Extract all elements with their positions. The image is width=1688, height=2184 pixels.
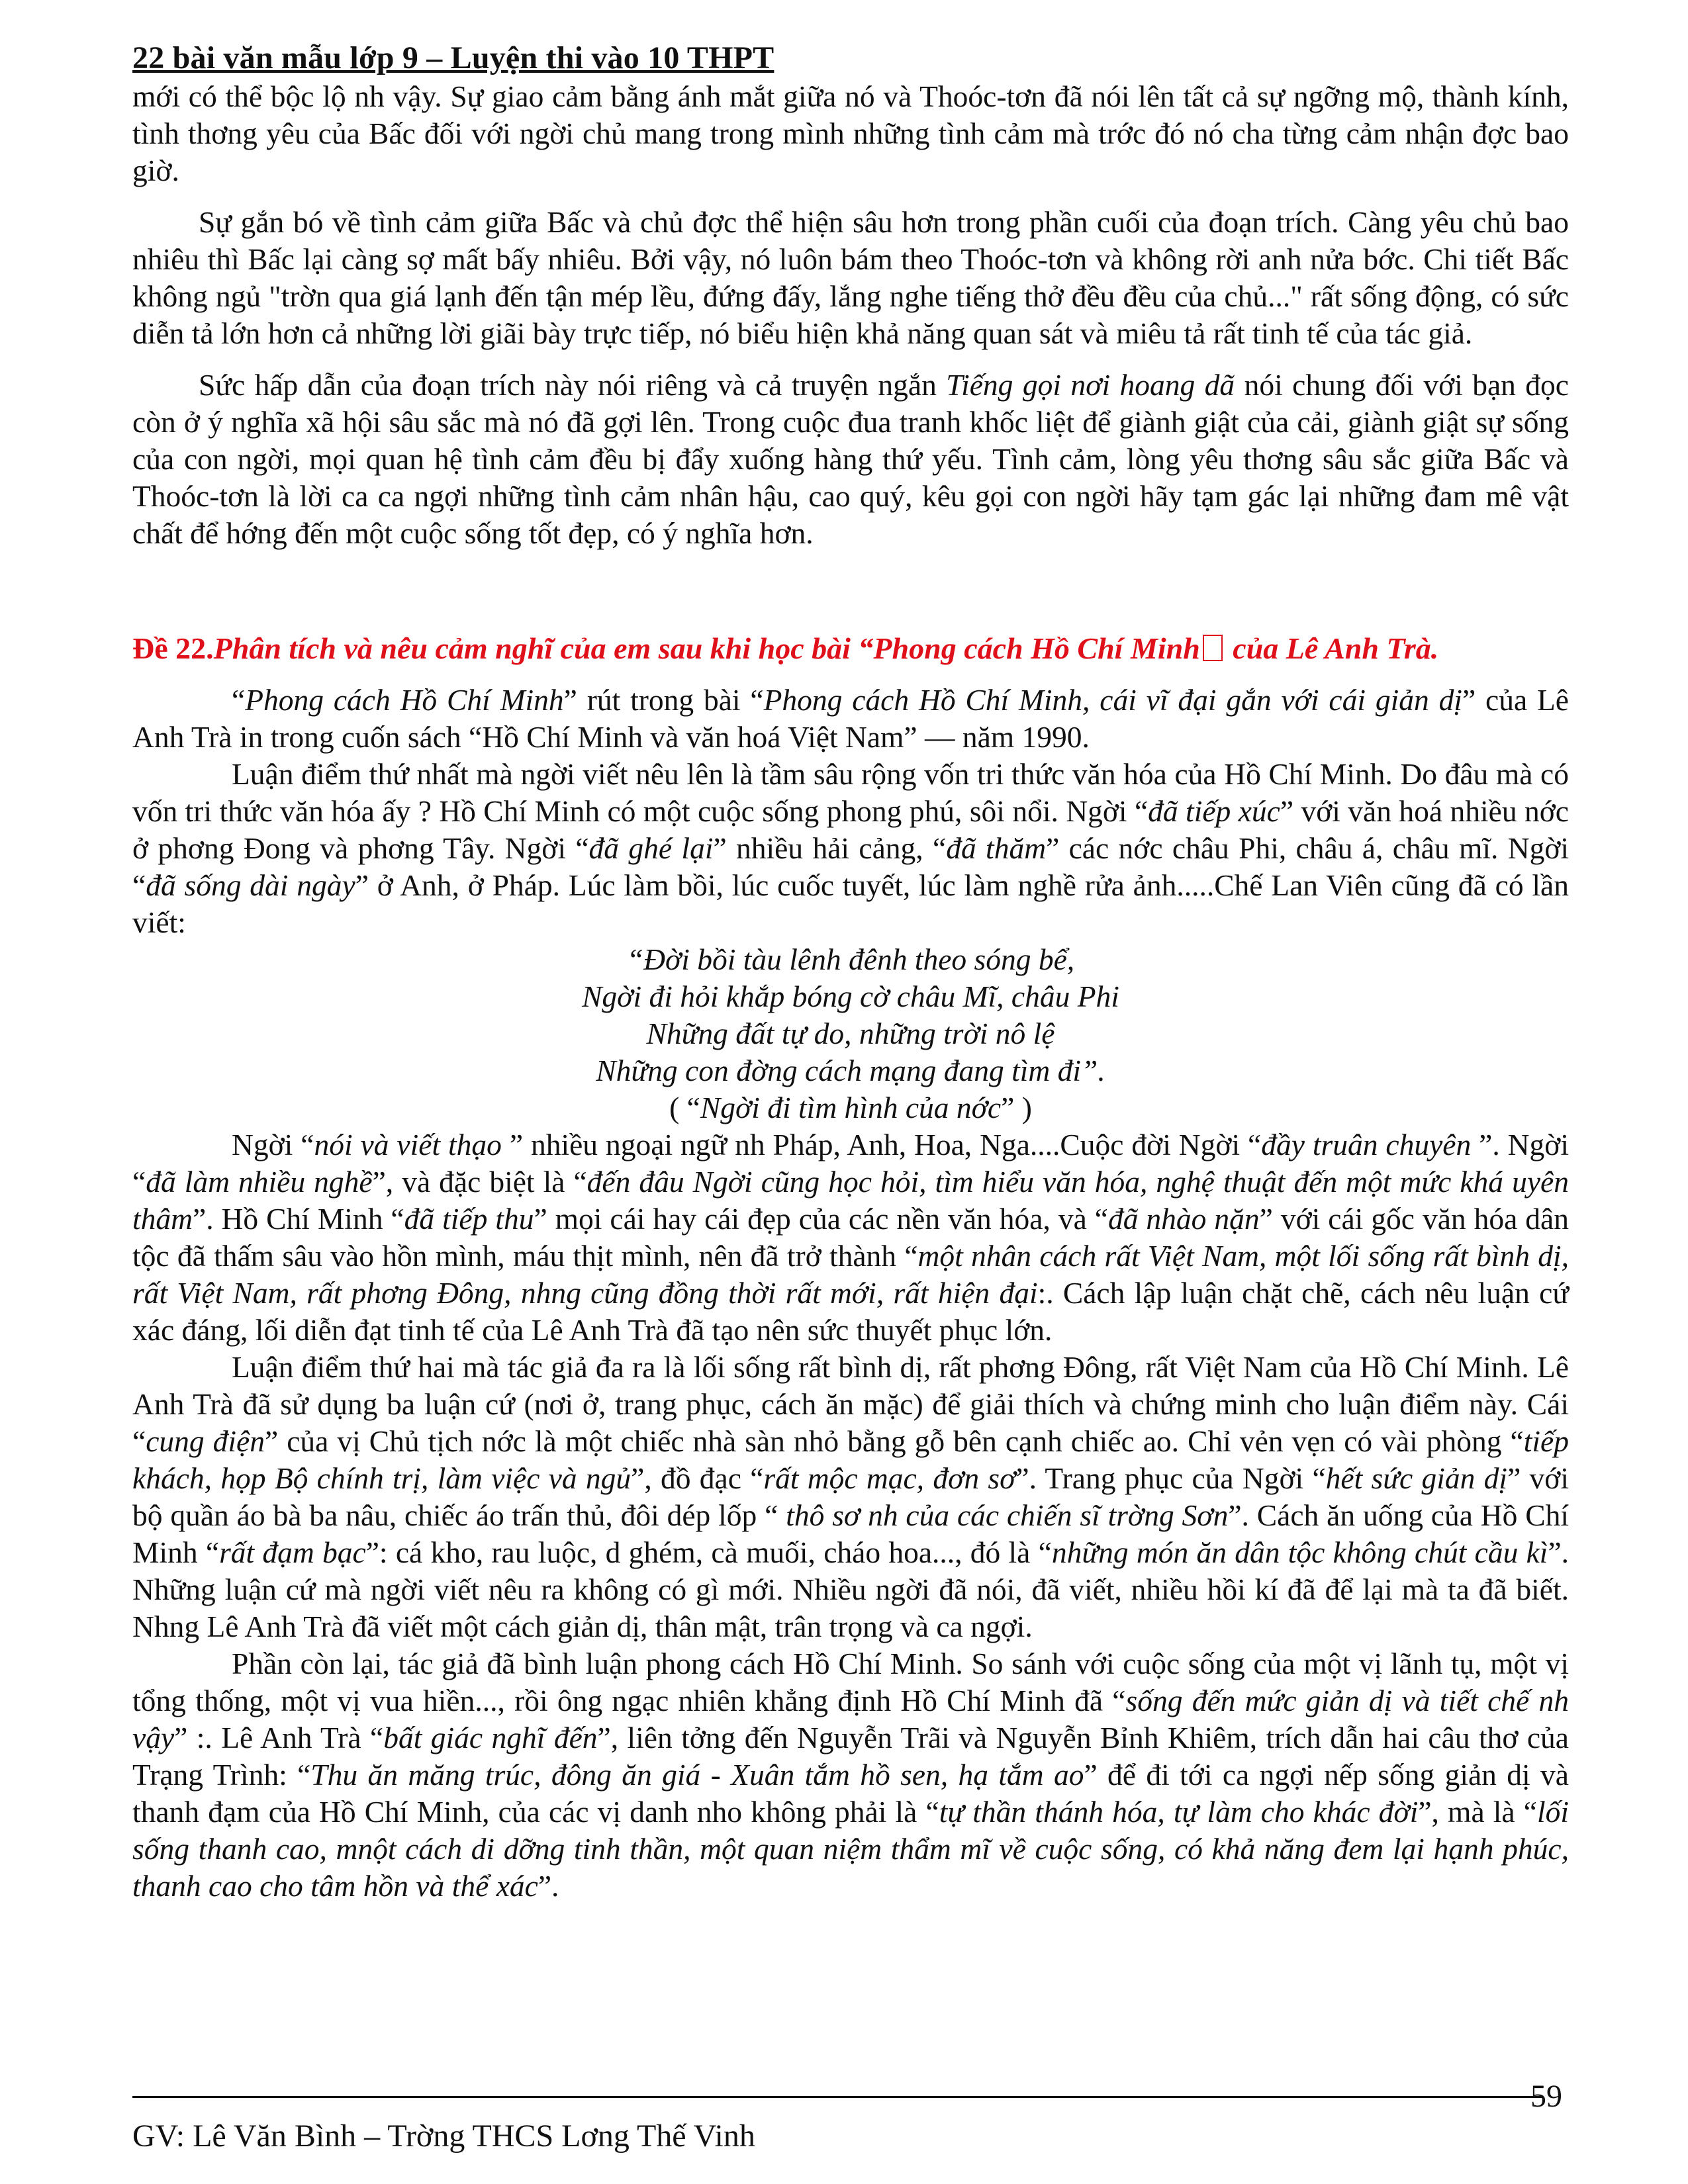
footer-author: GV: Lê Văn Bình – Trờng THCS Lơng Thế Vinh [132,2118,755,2154]
exercise-author: của Lê Anh Trà. [1225,631,1439,665]
document-body [132,78,1569,1905]
paragraph-attachment: Sự gắn bó về tình cảm giữa Bấc và chủ đợc thể hiện sâu hơn trong phần cuối của đoạn trích. Càng yêu chủ bao nhiêu thì Bấc lại càng sợ mất bấy nhiêu. Bởi vậy, nó luôn bám theo Thoóc-tơn và không rời anh nửa bớc. Chi tiết Bấc không ngủ "trờn qua giá lạnh đến tận mép lều, đứng đấy, lắng nghe tiếng thở đều đều của chủ..." rất sống động, có sức diễn tả lớn hơn cả những lời giãi bày trực tiếp, nó biểu hiện khả năng quan sát và miêu tả rất tinh tế của tác giả. [132,205,1569,350]
exercise-title: Phân tích và nêu cảm nghĩ của em sau khi học bài “Phong cách Hồ Chí Minh [213,631,1200,665]
exercise-label: Đề 22. [132,631,214,665]
paragraph-first-argument: Luận điểm thứ nhất mà ngời viết nêu lên là tầm sâu rộng vốn tri thức văn hóa của Hồ Chí Minh. Do đâu mà có vốn tri thức văn hóa ấy ? Hồ Chí Minh có một cuộc sống phong phú, sôi nổi. Ngời “đã tiếp xúc” với văn hoá nhiều nớc ở phơng Đong và phơng Tây. Ngời “đã ghé lại” nhiều hải cảng, “đã thăm” các nớc châu Phi, châu á, châu mĩ. Ngời “đã sống dài ngày” ở Anh, ở Pháp. Lúc làm bồi, lúc cuốc tuyết, lúc làm nghề rửa ảnh.....Chế Lan Viên cũng đã có lần viết: [132,757,1570,939]
poem-line: “Đời bồi tàu lênh đênh theo sóng bể, [626,942,1075,976]
missing-glyph-box [1203,635,1223,661]
paragraph-continuation: mới có thể bộc lộ nh vậy. Sự giao cảm bằng ánh mắt giữa nó và Thoóc-tơn đã nói lên tất cả sự ngỡng mộ, thành kính, tình thơng yêu của Bấc đối với ngời chủ mang trong mình những tình cảm mà trớc đó nó cha từng cảm nhận đợc bao giờ. [132,79,1569,187]
exercise-heading [132,630,1569,667]
poem-source: ( “Ngời đi tìm hình của nớc” ) [669,1091,1032,1124]
poem-line: Những đất tự do, những trời nô lệ [646,1017,1055,1050]
paragraph-social-meaning: Sức hấp dẫn của đoạn trích này nói riêng và cả truyện ngắn Tiếng gọi nơi hoang dã nói chung đối với bạn đọc còn ở ý nghĩa xã hội sâu sắc mà nó đã gợi lên. Trong cuộc đua tranh khốc liệt để giành giật của cải, giành giật sự sống của con ngời, mọi quan hệ tình cảm đều bị đẩy xuống hàng thứ yếu. Tình cảm, lòng yêu thơng sâu sắc giữa Bấc và Thoóc-tơn là lời ca ca ngợi những tình cảm nhân hậu, cao quý, kêu gọi con ngời hãy tạm gác lại những đam mê vật chất để hớng đến một cuộc sống tốt đẹp, có ý nghĩa hơn. [132,368,1569,550]
page-header-title: 22 bài văn mẫu lớp 9 – Luyện thi vào 10 THPT [132,40,774,75]
poem-line: Ngời đi hỏi khắp bóng cờ châu Mĩ, châu Phi [582,979,1119,1013]
paragraph-second-argument: Luận điểm thứ hai mà tác giả đa ra là lối sống rất bình dị, rất phơng Đông, rất Việt Nam của Hồ Chí Minh. Lê Anh Trà đã sử dụng ba luận cứ (nơi ở, trang phục, cách ăn mặc) để giải thích và chứng minh cho luận điểm này. Cái “cung điện” của vị Chủ tịch nớc là một chiếc nhà sàn nhỏ bằng gỗ bên cạnh chiếc ao. Chỉ vẻn vẹn có vài phòng “tiếp khách, họp Bộ chính trị, làm việc và ngủ”, đồ đạc “rất mộc mạc, đơn sơ”. Trang phục của Ngời “hết sức giản dị” với bộ quần áo bà ba nâu, chiếc áo trấn thủ, đôi dép lốp “ thô sơ nh của các chiến sĩ trờng Sơn”. Cách ăn uống của Hồ Chí Minh “rất đạm bạc”: cá kho, rau luộc, d ghém, cà muối, cháo hoa..., đó là “những món ăn dân tộc không chút cầu kì”. Những luận cứ mà ngời viết nêu ra không có gì mới. Nhiều ngời đã nói, đã viết, nhiều hồi kí đã để lại mà ta đã biết. Nhng Lê Anh Trà đã viết một cách giản dị, thân mật, trân trọng và ca ngợi. [132,1350,1570,1643]
page-number: 59 [1530,2079,1562,2114]
poem-line: Những con đờng cách mạng đang tìm đi”. [596,1054,1105,1087]
paragraph-commentary: Phần còn lại, tác giả đã bình luận phong cách Hồ Chí Minh. So sánh với cuộc sống của một vị lãnh tụ, một vị tổng thống, một vị vua hiền..., rồi ông ngạc nhiên khẳng định Hồ Chí Minh đã “sống đến mức giản dị và tiết chế nh vậy” :. Lê Anh Trà “bất giác nghĩ đến”, liên tởng đến Nguyễn Trãi và Nguyễn Bỉnh Khiêm, trích dẫn hai câu thơ của Trạng Trình: “Thu ăn măng trúc, đông ăn giá - Xuân tắm hồ sen, hạ tắm ao” để đi tới ca ngợi nếp sống giản dị và thanh đạm của Hồ Chí Minh, của các vị danh nho không phải là “tự thần thánh hóa, tự làm cho khác đời”, mà là “lối sống thanh cao, mnột cách di dỡng tinh thần, một quan niệm thẩm mĩ về cuộc sống, có khả năng đem lại hạnh phúc, thanh cao cho tâm hồn và thể xác”. [132,1647,1570,1903]
paragraph-intro: “Phong cách Hồ Chí Minh” rút trong bài “Phong cách Hồ Chí Minh, cái vĩ đại gắn với cái giản dị” của Lê Anh Trà in trong cuốn sách “Hồ Chí Minh và văn hoá Việt Nam” — năm 1990. [132,683,1569,754]
paragraph-languages: Ngời “nói và viết thạo ” nhiều ngoại ngữ nh Pháp, Anh, Hoa, Nga....Cuộc đời Ngời “đầy truân chuyên ”. Ngời “đã làm nhiều nghề”, và đặc biệt là “đến đâu Ngời cũng học hỏi, tìm hiểu văn hóa, nghệ thuật đến một mức khá uyên thâm”. Hồ Chí Minh “đã tiếp thu” mọi cái hay cái đẹp của các nền văn hóa, và “đã nhào nặn” với cái gốc văn hóa dân tộc đã thấm sâu vào hồn mình, máu thịt mình, nên đã trở thành “một nhân cách rất Việt Nam, một lối sống rất bình dị, rất Việt Nam, rất phơng Đông, nhng cũng đồng thời rất mới, rất hiện đại:. Cách lập luận chặt chẽ, cách nêu luận cứ xác đáng, lối diễn đạt tinh tế của Lê Anh Trà đã tạo nên sức thuyết phục lớn. [132,1128,1569,1347]
footer-divider [132,2096,1542,2098]
